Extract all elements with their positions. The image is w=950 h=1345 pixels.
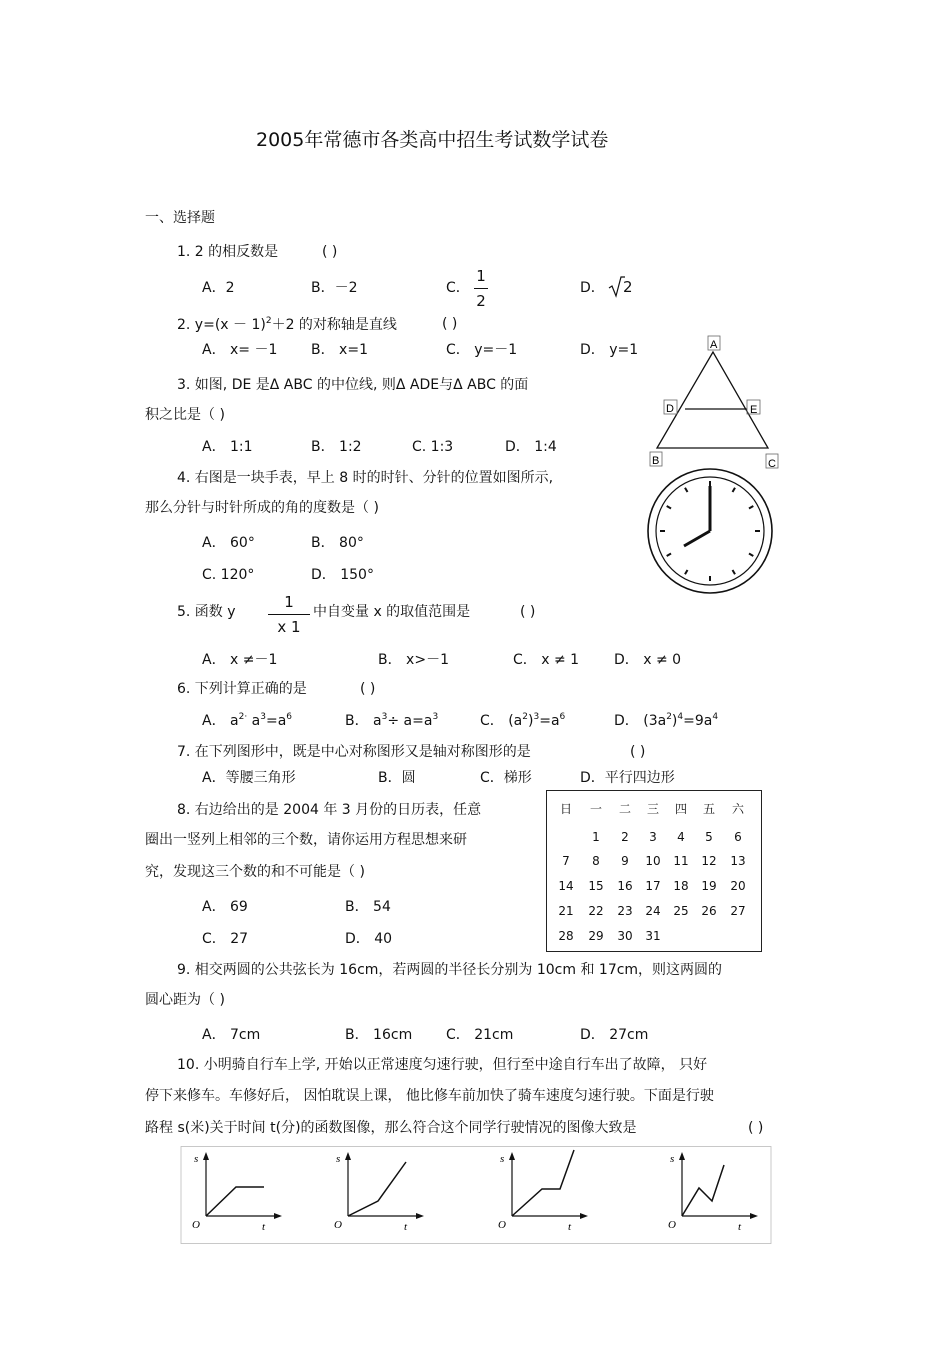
q6-c-part: C． (a (480, 713, 523, 729)
q2-option-c: C． y=－1 (446, 342, 518, 358)
graph-curve (512, 1150, 574, 1216)
triangle-label-c: C (768, 458, 776, 470)
q5-paren: ( ) (520, 604, 536, 620)
arrow-icon (274, 1213, 282, 1219)
calendar-table (546, 790, 762, 952)
q6-a-part3: =a (265, 713, 287, 729)
q7-option-a: A．等腰三角形 (202, 770, 296, 786)
q5-fraction-denominator: x 1 (277, 618, 301, 636)
q2-option-d: D． y=1 (580, 342, 639, 358)
q6-d-sup1: 2 (666, 712, 672, 722)
graph-origin-label: O (668, 1219, 676, 1231)
page-title: 2005年常德市各类高中招生考试数学试卷 (256, 129, 609, 151)
q2-paren: ( ) (442, 316, 458, 332)
calendar-day: 25 (673, 904, 689, 918)
q9-line2: 圆心距为（ ) (145, 992, 225, 1008)
calendar-day: 31 (645, 929, 661, 943)
calendar-day: 21 (558, 904, 574, 918)
q1-option-d: D． (580, 280, 605, 296)
calendar-day: 6 (734, 830, 742, 844)
calendar-day: 24 (645, 904, 661, 918)
q6-a-part: A． a (202, 713, 239, 729)
q8-line1: 8. 右边给出的是 2004 年 3 月份的日历表，任意 (177, 802, 482, 818)
arrow-icon (203, 1152, 209, 1160)
arrow-icon (509, 1152, 515, 1160)
q5-pre: 5. 函数 y (177, 604, 236, 620)
q9-option-d: D． 27cm (580, 1027, 649, 1043)
section-heading: 一、选择题 (145, 210, 215, 226)
calendar-day: 9 (621, 854, 629, 868)
graph-origin-label: O (334, 1219, 342, 1231)
q4-option-d: D． 150° (311, 567, 374, 583)
triangle-label-a: A (710, 339, 718, 351)
calendar-day: 5 (705, 830, 713, 844)
q10-line2: 停下来修车。车修好后， 因怕耽误上课， 他比修车前加快了骑车速度匀速行驶。下面是行驶 (145, 1088, 714, 1104)
arrow-icon (750, 1213, 758, 1219)
calendar-day: 28 (558, 929, 574, 943)
calendar-day: 8 (592, 854, 600, 868)
calendar-day: 15 (588, 879, 604, 893)
graph-origin-label: O (192, 1219, 200, 1231)
q6-c-sup1: 2 (522, 712, 529, 722)
q3-line1: 3. 如图, DE 是Δ ABC 的中位线, 则Δ ADE与Δ ABC 的面 (177, 377, 529, 393)
calendar-weekday: 五 (702, 802, 715, 816)
q6-c-sup3: 6 (559, 712, 566, 722)
calendar-weekday: 一 (589, 802, 602, 816)
graph-s-label: s (670, 1153, 675, 1165)
q1-radicand: 2 (623, 278, 633, 296)
q7-option-b: B．圆 (378, 770, 416, 786)
calendar-day: 26 (701, 904, 717, 918)
q8-line2: 圈出一竖列上相邻的三个数，请你运用方程思想来研 (145, 832, 467, 848)
graph-s-label: s (500, 1153, 505, 1165)
q10-line1: 10. 小明骑自行车上学, 开始以正常速度匀速行驶，但行至中途自行车出了故障， 只好 (177, 1057, 708, 1073)
calendar-day: 13 (730, 854, 746, 868)
calendar-weekday: 四 (674, 802, 687, 816)
q5-option-a: A． x ≠－1 (202, 652, 278, 668)
q6-c-part2: ) (528, 713, 534, 729)
q4-option-a: A． 60° (202, 535, 255, 551)
calendar-day: 17 (645, 879, 661, 893)
q7-option-d: D．平行四边形 (580, 770, 675, 786)
fraction-bar (474, 288, 488, 289)
graph-origin-label: O (498, 1219, 506, 1231)
calendar-weekday: 六 (731, 802, 744, 816)
q1-fraction (474, 267, 488, 310)
q6-d-sup3: 4 (712, 712, 719, 722)
q5-fraction (268, 593, 310, 636)
q6-d-part: D． (3a (614, 713, 667, 729)
arrow-icon (345, 1152, 351, 1160)
q6-d-sup2: 4 (677, 712, 684, 722)
q6-b-sup2: 3 (432, 712, 439, 722)
q7-option-c: C．梯形 (480, 770, 532, 786)
q1-option-b: B．－2 (311, 280, 358, 296)
calendar-weekday: 三 (646, 802, 659, 816)
q6-paren: ( ) (360, 681, 376, 697)
calendar-day: 12 (701, 854, 717, 868)
graph-options (180, 1146, 772, 1244)
q10-line3: 路程 s(米)关于时间 t(分)的函数图像，那么符合这个同学行驶情况的图像大致是 (145, 1120, 637, 1136)
arrow-icon (580, 1213, 588, 1219)
q9-option-b: B． 16cm (345, 1027, 413, 1043)
q9-option-a: A． 7cm (202, 1027, 261, 1043)
calendar-weekday: 二 (618, 802, 631, 816)
calendar-day: 1 (592, 830, 600, 844)
graph-t-label: t (738, 1221, 742, 1233)
q2-stem-b: ＋2 的对称轴是直线 (271, 317, 397, 333)
calendar-day: 30 (617, 929, 633, 943)
q6-b-part2: ÷ a=a (387, 713, 433, 729)
calendar-day: 29 (588, 929, 604, 943)
q7-paren: ( ) (630, 744, 646, 760)
q4-option-b: B． 80° (311, 535, 364, 551)
q1-option-a: A．2 (202, 280, 235, 296)
clock-icon (647, 468, 773, 594)
q8-option-b: B． 54 (345, 899, 391, 915)
q1-option-c: C． (446, 280, 470, 296)
q6-option-d (614, 714, 718, 728)
calendar-day: 11 (673, 854, 689, 868)
q2-stem (177, 318, 397, 332)
q6-option-a (202, 714, 292, 728)
q4-option-c: C. 120° (202, 567, 255, 583)
calendar-day: 16 (617, 879, 633, 893)
q3-option-b: B． 1:2 (311, 439, 362, 455)
q9-line1: 9. 相交两圆的公共弦长为 16cm，若两圆的半径长分别为 10cm 和 17cm，则这两圆的 (177, 962, 723, 978)
q1-paren: ( ) (322, 244, 338, 260)
calendar-day: 22 (588, 904, 604, 918)
calendar-day: 2 (621, 830, 629, 844)
q8-option-d: D． 40 (345, 931, 393, 947)
calendar-day: 4 (677, 830, 685, 844)
q6-b-part: B． a (345, 713, 382, 729)
graph-t-label: t (262, 1221, 266, 1233)
graph-curve (682, 1165, 724, 1216)
q2-exponent: 2 (265, 316, 272, 326)
q3-option-d: D． 1:4 (505, 439, 557, 455)
q6-c-part3: =a (539, 713, 560, 729)
graph-t-label: t (568, 1221, 572, 1233)
calendar-day: 10 (645, 854, 661, 868)
q6-stem: 6. 下列计算正确的是 (177, 681, 307, 697)
q8-option-a: A． 69 (202, 899, 248, 915)
q2-option-b: B． x=1 (311, 342, 368, 358)
q9-option-c: C． 21cm (446, 1027, 514, 1043)
q5-fraction-numerator: 1 (284, 593, 294, 611)
calendar-day: 23 (617, 904, 633, 918)
calendar-day: 3 (649, 830, 657, 844)
calendar-day: 27 (730, 904, 746, 918)
triangle-label-b: B (652, 455, 660, 467)
graph-s-label: s (194, 1153, 199, 1165)
q3-line2: 积之比是（ ) (145, 407, 225, 423)
calendar-day: 18 (673, 879, 689, 893)
radical-sign-icon (609, 276, 623, 298)
q6-a-sup2: 3 (260, 712, 266, 722)
q3-option-c: C. 1:3 (412, 439, 454, 455)
q6-b-sup1: 3 (381, 712, 388, 722)
q1-fraction-numerator: 1 (476, 267, 486, 285)
q5-option-c: C． x ≠ 1 (513, 652, 580, 668)
arrow-icon (679, 1152, 685, 1160)
q5-option-b: B． x>－1 (378, 652, 449, 668)
q7-stem: 7. 在下列图形中，既是中心对称图形又是轴对称图形的是 (177, 744, 531, 760)
q1-stem: 1. 2 的相反数是 (177, 244, 279, 260)
triangle-label-d: D (666, 403, 674, 415)
q6-c-sup2: 3 (533, 712, 540, 722)
q6-a-part2: a (247, 713, 261, 729)
q4-line2: 那么分针与时针所成的角的度数是（ ) (145, 500, 379, 516)
q8-line3: 究，发现这三个数的和不可能是（ ) (145, 864, 365, 880)
q5-option-d: D． x ≠ 0 (614, 652, 682, 668)
q1-fraction-denominator: 2 (476, 292, 486, 310)
q5-post: 中自变量 x 的取值范围是 (313, 604, 471, 620)
q6-option-c (480, 714, 565, 728)
fraction-bar (268, 614, 310, 615)
q8-option-c: C． 27 (202, 931, 249, 947)
q6-d-part2: ) (671, 713, 678, 729)
calendar-day: 19 (701, 879, 717, 893)
calendar-day: 20 (730, 879, 746, 893)
q4-line1: 4. 右图是一块手表，早上 8 时的时针、分针的位置如图所示, (177, 470, 554, 486)
calendar-day: 14 (558, 879, 574, 893)
q3-option-a: A． 1:1 (202, 439, 253, 455)
q6-d-part3: =9a (683, 713, 713, 729)
triangle-label-e: E (750, 404, 758, 416)
q10-paren: ( ) (748, 1120, 764, 1136)
graph-s-label: s (336, 1153, 341, 1165)
arrow-icon (416, 1213, 424, 1219)
q6-a-sup1: 2· (238, 712, 248, 722)
q2-stem-a: 2. y=(x － 1) (177, 317, 266, 333)
q2-option-a: A． x= －1 (202, 342, 278, 358)
graph-t-label: t (404, 1221, 408, 1233)
graph-curve (348, 1162, 406, 1216)
q6-option-b (345, 714, 438, 728)
graph-curve (206, 1187, 264, 1216)
calendar-day: 7 (562, 854, 570, 868)
triangle-figure (650, 336, 780, 471)
q6-a-sup3: 6 (286, 712, 293, 722)
calendar-weekday: 日 (559, 802, 572, 816)
